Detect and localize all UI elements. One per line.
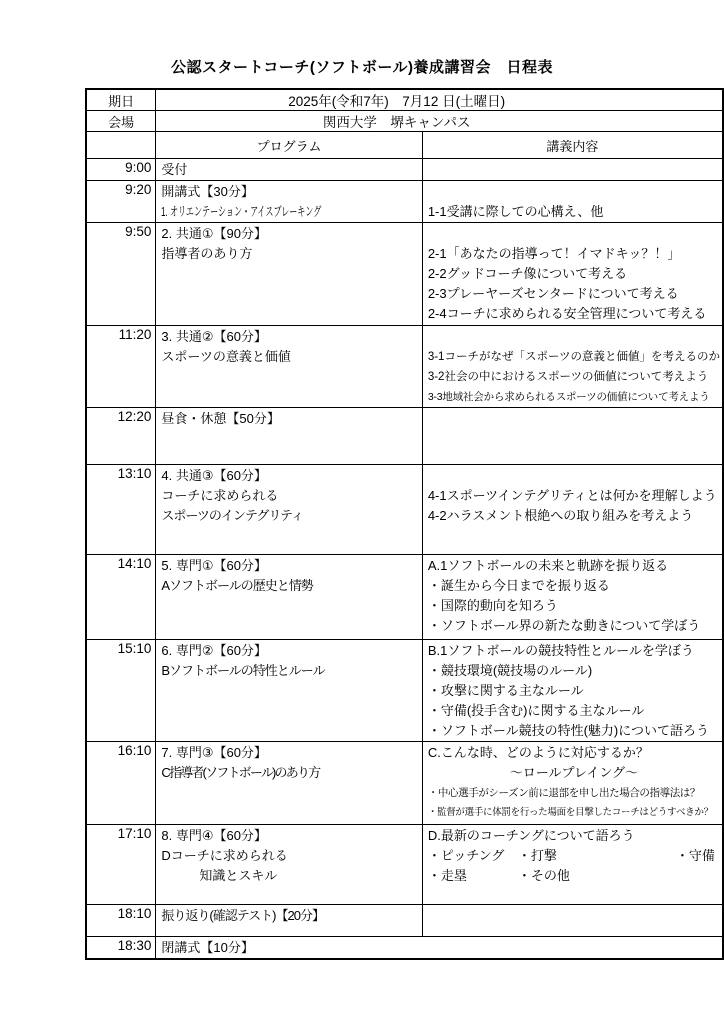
program-cell	[156, 905, 422, 937]
program-line: 受付	[161, 162, 188, 177]
content-cell	[422, 742, 723, 825]
program-line: コーチに求められる	[161, 488, 279, 503]
time-cell: 15:10	[86, 640, 156, 742]
content-line: 3-3地域社会から求められるスポーツの価値について考えよう	[427, 391, 710, 403]
content-line: D.最新のコーチングについて語ろう	[427, 828, 635, 843]
time-cell: 18:10	[86, 905, 156, 937]
schedule-row	[86, 181, 723, 223]
schedule-row	[86, 408, 723, 465]
schedule-row	[86, 159, 723, 181]
program-cell	[156, 937, 723, 960]
program-line: 指導者のあり方	[161, 246, 253, 261]
program-line: 5. 専門①【60分】	[161, 558, 267, 573]
program-line: 1. オリエンテーション・アイスブレーキング	[161, 204, 322, 219]
schedule-row	[86, 905, 723, 937]
content-line: ・攻撃に関する主なルール	[427, 683, 584, 698]
program-line: Aソフトボールの歴史と情勢	[161, 578, 313, 593]
content-line: 4-1スポーツインテグリティとは何かを理解しよう	[427, 488, 717, 503]
program-cell	[156, 181, 422, 223]
program-cell	[156, 223, 422, 326]
content-line: 3-2社会の中におけるスポーツの価値について考えよう	[427, 371, 709, 383]
program-line: 3. 共通②【60分】	[161, 329, 267, 344]
program-line: 昼食・休憩【50分】	[161, 411, 280, 426]
program-line: 振り返り(確認テスト)【20分】	[161, 908, 324, 923]
time-cell: 11:20	[86, 326, 156, 408]
content-line: ・国際的動向を知ろう	[427, 598, 558, 613]
content-line: 1-1受講に際しての心構え、他	[427, 204, 604, 219]
time-cell: 17:10	[86, 825, 156, 905]
program-line: 8. 専門④【60分】	[161, 828, 267, 843]
time-cell: 14:10	[86, 555, 156, 640]
content-line: B.1ソフトボールの競技特性とルールを学ぼう	[427, 643, 694, 658]
content-line: ・ソフトボール競技の特性(魅力)について語ろう	[427, 723, 709, 738]
content-line: ・中心選手がシーズン前に退部を申し出た場合の指導法は？	[427, 787, 701, 799]
content-line: A.1ソフトボールの未来と軌跡を振り返る	[427, 558, 669, 573]
schedule-row	[86, 223, 723, 326]
time-cell: 18:30	[86, 937, 156, 960]
schedule-row	[86, 937, 723, 960]
content-cell	[422, 326, 723, 408]
time-cell: 9:00	[86, 159, 156, 181]
program-line: スポーツのインテグリティ	[161, 508, 304, 523]
time-cell: 16:10	[86, 742, 156, 825]
content-line: C.こんな時、どのように対応するか？	[427, 745, 649, 760]
program-line: 閉講式【10分】	[161, 940, 254, 955]
schedule-row	[86, 640, 723, 742]
program-line: 知識とスキル	[199, 868, 278, 883]
content-cell	[422, 905, 723, 937]
program-cell	[156, 408, 422, 465]
content-line: 2-1「あなたの指導って！イマドキッ？！」	[427, 246, 681, 261]
content-line: ～ロールプレイング～	[509, 765, 639, 780]
content-cell	[422, 825, 723, 905]
program-line: C指導者(ソフトボール)のあり方	[161, 765, 320, 780]
content-cell	[422, 555, 723, 640]
time-cell: 9:50	[86, 223, 156, 326]
content-cell	[422, 223, 723, 326]
content-line: ・ソフトボール界の新たな動きについて学ぼう	[427, 618, 701, 633]
program-line: スポーツの意義と価値	[161, 349, 291, 364]
content-line: 2-3プレーヤーズセンタードについて考える	[427, 286, 679, 301]
schedule-row	[86, 326, 723, 408]
date-label: 期日	[86, 89, 156, 111]
content-line: ・誕生から今日までを振り返る	[427, 578, 610, 593]
content-line: 3-1コーチがなぜ「スポーツの意義と価値」を考えるのか	[427, 351, 720, 363]
program-cell	[156, 555, 422, 640]
time-cell: 12:20	[86, 408, 156, 465]
content-cell	[422, 408, 723, 465]
content-bullet: ・打撃	[517, 848, 557, 863]
time-cell: 9:20	[86, 181, 156, 223]
content-bullet-grid	[428, 846, 720, 886]
schedule-row	[86, 742, 723, 825]
info-venue-row	[86, 111, 723, 132]
content-cell	[422, 159, 723, 181]
page-title: 公認スタートコーチ(ソフトボール)養成講習会 日程表	[170, 59, 554, 76]
content-bullet: ・走塁	[427, 868, 467, 883]
program-line: 4. 共通③【60分】	[161, 468, 267, 483]
date-value: 2025年(令和7年) 7月12 日(土曜日)	[156, 89, 723, 111]
content-line: 2-2グッドコーチ像について考える	[427, 266, 628, 281]
program-cell	[156, 465, 422, 555]
content-bullet: ・ピッチング	[427, 848, 505, 863]
program-cell	[156, 326, 422, 408]
schedule-row	[86, 465, 723, 555]
content-line: 2-4コーチに求められる安全管理について考える	[427, 306, 707, 321]
schedule-row	[86, 555, 723, 640]
program-line: 7. 専門③【60分】	[161, 745, 267, 760]
program-line: 2. 共通①【90分】	[161, 226, 267, 241]
content-bullet: ・守備	[675, 848, 715, 863]
program-cell	[156, 159, 422, 181]
time-column-header	[86, 132, 156, 159]
content-line: ・監督が選手に体罰を行った場面を目撃したコーチはどうすべきか？	[427, 807, 713, 818]
content-line: ・競技環境(競技場のルール)	[427, 663, 593, 678]
program-line: Dコーチに求められる	[161, 848, 288, 863]
content-cell	[422, 465, 723, 555]
program-cell	[156, 640, 422, 742]
venue-value: 関西大学 堺キャンパス	[156, 111, 723, 132]
program-line: Bソフトボールの特性とルール	[161, 663, 325, 678]
program-line: 開講式【30分】	[161, 184, 254, 199]
info-date-row	[86, 89, 723, 111]
venue-label: 会場	[86, 111, 156, 132]
program-cell	[156, 825, 422, 905]
content-cell	[422, 181, 723, 223]
program-column-header: プログラム	[156, 132, 422, 159]
schedule-row	[86, 825, 723, 905]
time-cell: 13:10	[86, 465, 156, 555]
content-bullet: ・その他	[517, 868, 570, 883]
content-line: 4-2ハラスメント根絶への取り組みを考えよう	[427, 508, 694, 523]
column-header-row	[86, 132, 723, 159]
schedule-table	[85, 88, 724, 960]
program-cell	[156, 742, 422, 825]
content-cell	[422, 640, 723, 742]
program-line: 6. 専門②【60分】	[161, 643, 267, 658]
content-column-header: 講義内容	[422, 132, 723, 159]
content-line: ・守備(投手含む)に関する主なルール	[427, 703, 645, 718]
